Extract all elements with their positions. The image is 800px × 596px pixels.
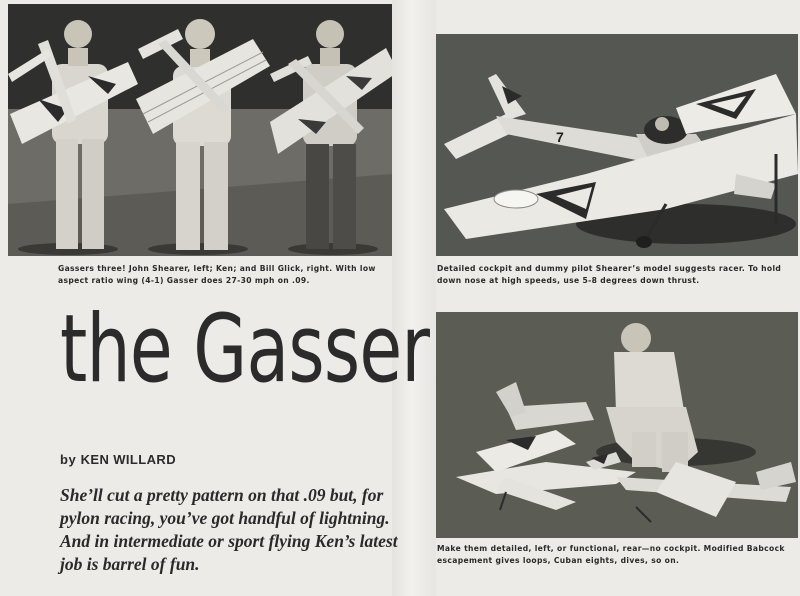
article-deck: She’ll cut a pretty pattern on that .09 but, for pylon racing, you’ve got handful of lightning. And in intermediate or sport flying Ken’s latest job is barrel of fun. (60, 485, 398, 574)
photo-caption-detailed-or-functional: Make them detailed, left, or functional, rear—no cockpit. Modified Babcock escapement gives loops, Cuban eights, dives, so on. (437, 544, 785, 565)
photo-man-kneeling-with-models (436, 312, 798, 538)
photo-cockpit-detail (436, 34, 798, 256)
photo-caption-cockpit-detail: Detailed cockpit and dummy pilot Shearer’s model suggests racer. To hold down nose at high speeds, use 5-8 degrees down thrust. (437, 264, 782, 285)
photo-caption-gassers-three: Gassers three! John Shearer, left; Ken; and Bill Glick, right. With low aspect ratio wing (4-1) Gasser does 27-30 mph on .09. (58, 264, 376, 285)
photo-three-men-with-models (8, 4, 392, 256)
byline-author: KEN WILLARD (80, 452, 176, 467)
photo-kneeling-image (436, 312, 798, 538)
article-title: the Gasser (60, 295, 430, 404)
byline-prefix: by (60, 452, 77, 467)
photo-three-men-image (8, 4, 392, 256)
article-byline (60, 452, 176, 467)
fuselage-number: 7 (556, 129, 564, 145)
photo-cockpit-image (436, 34, 798, 256)
